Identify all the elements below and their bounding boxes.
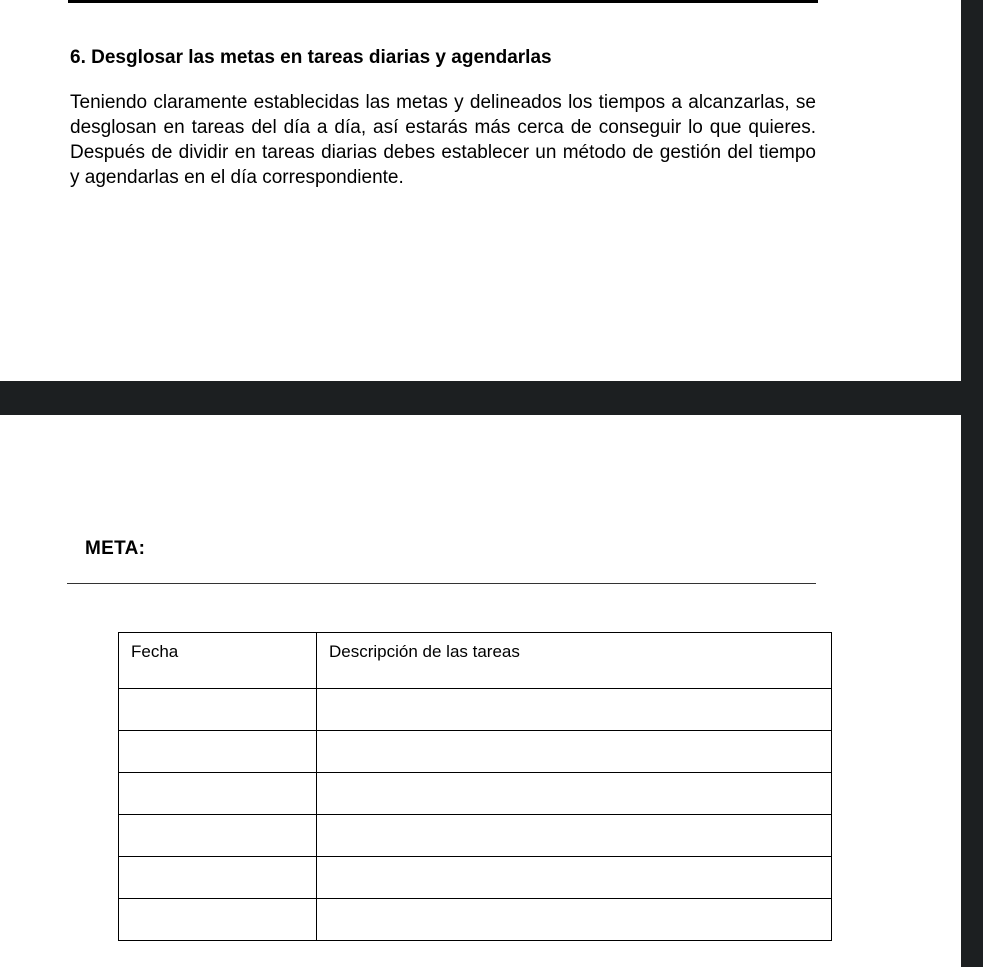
header-descripcion: Descripción de las tareas [317, 633, 832, 689]
table-row [119, 815, 832, 857]
date-cell[interactable] [119, 773, 317, 815]
meta-fill-line[interactable] [67, 583, 816, 584]
table-row [119, 899, 832, 941]
date-cell[interactable] [119, 815, 317, 857]
table-row [119, 857, 832, 899]
date-cell[interactable] [119, 689, 317, 731]
table-row [119, 731, 832, 773]
header-fecha: Fecha [119, 633, 317, 689]
task-table [118, 632, 832, 941]
date-cell[interactable] [119, 899, 317, 941]
page-top-rule [68, 0, 818, 3]
table-row [119, 773, 832, 815]
description-cell[interactable] [317, 773, 832, 815]
viewer-scrollbar-area[interactable] [961, 0, 983, 967]
table-header-row [119, 633, 832, 689]
date-cell[interactable] [119, 857, 317, 899]
page-separator [0, 381, 983, 415]
description-cell[interactable] [317, 815, 832, 857]
description-cell[interactable] [317, 689, 832, 731]
description-cell[interactable] [317, 857, 832, 899]
description-cell[interactable] [317, 899, 832, 941]
description-cell[interactable] [317, 731, 832, 773]
table-row [119, 689, 832, 731]
section-paragraph: Teniendo claramente establecidas las metas y delineados los tiempos a alcanzarlas, se desglosan en tareas del día a día, así estarás más cerca de conseguir lo que quieres. Después de dividir en tareas diarias debes establecer un método de gestión del tiempo y agendarlas en el día correspondiente. [70, 92, 816, 188]
section-heading: 6. Desglosar las metas en tareas diarias y agendarlas [70, 47, 552, 68]
date-cell[interactable] [119, 731, 317, 773]
meta-label: META: [85, 538, 146, 559]
